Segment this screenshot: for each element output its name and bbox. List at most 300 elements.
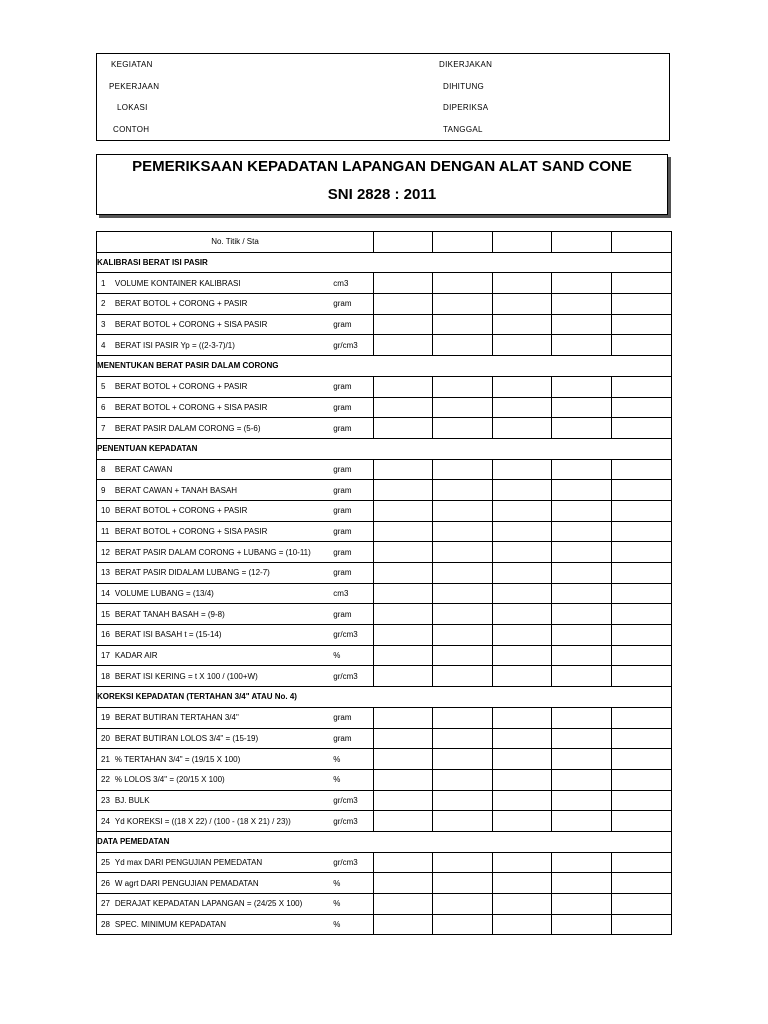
value-cell[interactable]: [433, 335, 493, 356]
value-cell[interactable]: [612, 769, 672, 790]
value-cell[interactable]: [493, 625, 552, 646]
value-cell[interactable]: [493, 418, 552, 439]
value-cell[interactable]: [374, 294, 433, 315]
value-cell[interactable]: [552, 397, 612, 418]
value-cell[interactable]: [493, 500, 552, 521]
value-cell[interactable]: [612, 397, 672, 418]
value-cell[interactable]: [493, 728, 552, 749]
station-cell[interactable]: [612, 232, 672, 253]
value-cell[interactable]: [374, 625, 433, 646]
value-cell[interactable]: [374, 852, 433, 873]
value-cell[interactable]: [552, 376, 612, 397]
table-row: [97, 500, 672, 521]
value-cell[interactable]: [493, 707, 552, 728]
value-cell[interactable]: [433, 521, 493, 542]
value-cell[interactable]: [612, 914, 672, 935]
row-label-cell: [97, 521, 374, 542]
row-unit: gr/cm3: [333, 671, 358, 681]
value-cell[interactable]: [493, 294, 552, 315]
table-row: [97, 314, 672, 335]
table-row: [97, 480, 672, 501]
value-cell[interactable]: [374, 335, 433, 356]
value-cell[interactable]: [612, 811, 672, 832]
value-cell[interactable]: [493, 459, 552, 480]
value-cell[interactable]: [493, 397, 552, 418]
value-cell[interactable]: [612, 604, 672, 625]
row-unit: cm3: [333, 589, 349, 599]
value-cell[interactable]: [433, 728, 493, 749]
label-lokasi: LOKASI: [117, 103, 148, 112]
section-title: PENENTUAN KEPADATAN: [97, 438, 672, 459]
row-description: KADAR AIR: [114, 651, 158, 661]
value-cell[interactable]: [493, 645, 552, 666]
row-description: BERAT ISI KERING = t X 100 / (100+W): [114, 671, 258, 681]
value-cell[interactable]: [612, 500, 672, 521]
value-cell[interactable]: [433, 418, 493, 439]
value-cell[interactable]: [374, 397, 433, 418]
row-number: 27: [101, 899, 110, 909]
row-label-cell: [97, 604, 374, 625]
station-cell[interactable]: [433, 232, 493, 253]
row-number: 22: [101, 775, 110, 785]
row-label-cell: [97, 500, 374, 521]
label-dikerjakan: DIKERJAKAN: [439, 60, 493, 69]
row-description: BJ. BULK: [114, 795, 150, 805]
value-cell[interactable]: [612, 480, 672, 501]
value-cell[interactable]: [493, 769, 552, 790]
row-label-cell: [97, 914, 374, 935]
row-description: VOLUME LUBANG = (13/4): [114, 589, 214, 599]
value-cell[interactable]: [493, 749, 552, 770]
row-unit: gr/cm3: [333, 816, 358, 826]
row-description: BERAT BOTOL + CORONG + PASIR: [114, 506, 248, 516]
value-cell[interactable]: [374, 376, 433, 397]
header-label-cell: No. Titik / Sta: [97, 232, 374, 253]
row-label-cell: [97, 583, 374, 604]
value-cell[interactable]: [493, 563, 552, 584]
value-cell[interactable]: [552, 749, 612, 770]
row-number: 20: [101, 733, 110, 743]
row-number: 8: [101, 464, 106, 474]
table-row: [97, 707, 672, 728]
value-cell[interactable]: [433, 480, 493, 501]
row-label-cell: [97, 480, 374, 501]
value-cell[interactable]: [374, 500, 433, 521]
value-cell[interactable]: [552, 542, 612, 563]
row-label-cell: [97, 273, 374, 294]
value-cell[interactable]: [374, 418, 433, 439]
row-number: 10: [101, 506, 110, 516]
label-diperiksa: DIPERIKSA: [443, 103, 489, 112]
table-row: [97, 749, 672, 770]
table-row: [97, 625, 672, 646]
value-cell[interactable]: [433, 459, 493, 480]
row-unit: gram: [333, 568, 352, 578]
row-number: 6: [101, 402, 106, 412]
table-row: [97, 811, 672, 832]
section-row: [97, 356, 672, 377]
value-cell[interactable]: [433, 894, 493, 915]
row-unit: %: [333, 920, 341, 930]
value-cell[interactable]: [552, 894, 612, 915]
value-cell[interactable]: [374, 314, 433, 335]
row-description: Yd KOREKSI = ((18 X 22) / (100 - (18 X 21) / 23)): [114, 816, 291, 826]
table-row: [97, 604, 672, 625]
row-unit: %: [333, 775, 341, 785]
row-label-cell: [97, 645, 374, 666]
value-cell[interactable]: [552, 790, 612, 811]
row-unit: gram: [333, 609, 352, 619]
row-number: 26: [101, 878, 110, 888]
row-number: 3: [101, 320, 106, 330]
value-cell[interactable]: [552, 707, 612, 728]
row-number: 18: [101, 671, 110, 681]
value-cell[interactable]: [552, 769, 612, 790]
row-number: 13: [101, 568, 110, 578]
row-unit: gram: [333, 526, 352, 536]
value-cell[interactable]: [552, 273, 612, 294]
table-row: [97, 563, 672, 584]
value-cell[interactable]: [552, 294, 612, 315]
table-row: [97, 583, 672, 604]
row-description: Yd max DARI PENGUJIAN PEMEDATAN: [114, 857, 263, 867]
value-cell[interactable]: [433, 583, 493, 604]
section-row: [97, 438, 672, 459]
value-cell[interactable]: [552, 480, 612, 501]
row-number: 24: [101, 816, 110, 826]
value-cell[interactable]: [433, 769, 493, 790]
value-cell[interactable]: [374, 811, 433, 832]
row-number: 23: [101, 795, 110, 805]
row-unit: %: [333, 754, 341, 764]
row-description: BERAT BOTOL + CORONG + SISA PASIR: [114, 320, 268, 330]
label-contoh: CONTOH: [113, 125, 150, 134]
value-cell[interactable]: [552, 314, 612, 335]
value-cell[interactable]: [612, 666, 672, 687]
value-cell[interactable]: [552, 500, 612, 521]
value-cell[interactable]: [493, 480, 552, 501]
row-unit: gram: [333, 485, 352, 495]
value-cell[interactable]: [374, 728, 433, 749]
row-number: 5: [101, 382, 106, 392]
row-description: BERAT PASIR DALAM CORONG + LUBANG = (10-11): [114, 547, 311, 557]
value-cell[interactable]: [433, 852, 493, 873]
value-cell[interactable]: [433, 500, 493, 521]
label-tanggal: TANGGAL: [443, 125, 483, 134]
header-info-box: [96, 53, 670, 141]
row-label-cell: [97, 790, 374, 811]
label-pekerjaan: PEKERJAAN: [109, 82, 160, 91]
value-cell[interactable]: [493, 790, 552, 811]
row-description: BERAT ISI BASAH t = (15-14): [114, 630, 222, 640]
value-cell[interactable]: [374, 542, 433, 563]
table-row: [97, 376, 672, 397]
value-cell[interactable]: [374, 459, 433, 480]
row-label-cell: [97, 728, 374, 749]
value-cell[interactable]: [612, 790, 672, 811]
value-cell[interactable]: [374, 480, 433, 501]
value-cell[interactable]: [433, 542, 493, 563]
row-description: BERAT CAWAN + TANAH BASAH: [114, 485, 238, 495]
value-cell[interactable]: [433, 604, 493, 625]
value-cell[interactable]: [493, 873, 552, 894]
document-title: PEMERIKSAAN KEPADATAN LAPANGAN DENGAN ALAT SAND CONE: [132, 158, 632, 175]
station-cell[interactable]: [493, 232, 552, 253]
value-cell[interactable]: [612, 563, 672, 584]
value-cell[interactable]: [433, 314, 493, 335]
value-cell[interactable]: [493, 894, 552, 915]
value-cell[interactable]: [612, 314, 672, 335]
value-cell[interactable]: [493, 852, 552, 873]
row-unit: gr/cm3: [333, 340, 358, 350]
value-cell[interactable]: [552, 728, 612, 749]
value-cell[interactable]: [433, 790, 493, 811]
row-label-cell: [97, 294, 374, 315]
value-cell[interactable]: [612, 459, 672, 480]
table-row: [97, 521, 672, 542]
value-cell[interactable]: [433, 397, 493, 418]
value-cell[interactable]: [612, 852, 672, 873]
value-cell[interactable]: [552, 335, 612, 356]
row-label-cell: [97, 873, 374, 894]
row-description: BERAT BOTOL + CORONG + SISA PASIR: [114, 526, 268, 536]
row-number: 28: [101, 920, 110, 930]
row-unit: gram: [333, 382, 352, 392]
value-cell[interactable]: [552, 604, 612, 625]
value-cell[interactable]: [493, 914, 552, 935]
row-description: SPEC. MINIMUM KEPADATAN: [114, 920, 227, 930]
table-header-row: [97, 232, 672, 253]
value-cell[interactable]: [612, 542, 672, 563]
row-number: 4: [101, 340, 106, 350]
value-cell[interactable]: [612, 894, 672, 915]
value-cell[interactable]: [612, 728, 672, 749]
row-unit: gram: [333, 506, 352, 516]
row-unit: gram: [333, 423, 352, 433]
value-cell[interactable]: [612, 645, 672, 666]
row-label-cell: [97, 811, 374, 832]
station-cell[interactable]: [552, 232, 612, 253]
value-cell[interactable]: [612, 749, 672, 770]
value-cell[interactable]: [612, 273, 672, 294]
value-cell[interactable]: [374, 666, 433, 687]
value-cell[interactable]: [493, 666, 552, 687]
value-cell[interactable]: [612, 521, 672, 542]
table-row: [97, 645, 672, 666]
row-description: % TERTAHAN 3/4" = (19/15 X 100): [114, 754, 241, 764]
row-number: 17: [101, 651, 110, 661]
value-cell[interactable]: [552, 645, 612, 666]
value-cell[interactable]: [552, 418, 612, 439]
document-standard: SNI 2828 : 2011: [327, 186, 437, 203]
value-cell[interactable]: [552, 521, 612, 542]
value-cell[interactable]: [612, 294, 672, 315]
row-number: 7: [101, 423, 106, 433]
value-cell[interactable]: [433, 873, 493, 894]
title-box: [96, 154, 668, 215]
row-description: BERAT PASIR DIDALAM LUBANG = (12-7): [114, 568, 270, 578]
row-number: 16: [101, 630, 110, 640]
value-cell[interactable]: [433, 707, 493, 728]
row-number: 21: [101, 754, 110, 764]
value-cell[interactable]: [552, 666, 612, 687]
row-label-cell: [97, 376, 374, 397]
value-cell[interactable]: [374, 873, 433, 894]
row-unit: gram: [333, 713, 352, 723]
row-number: 19: [101, 713, 110, 723]
row-description: BERAT BUTIRAN LOLOS 3/4" = (15-19): [114, 733, 259, 743]
row-description: W agrt DARI PENGUJIAN PEMADATAN: [114, 878, 259, 888]
table-row: [97, 418, 672, 439]
row-description: BERAT CAWAN: [114, 464, 173, 474]
table-row: [97, 335, 672, 356]
value-cell[interactable]: [374, 563, 433, 584]
test-data-table: [96, 231, 672, 935]
row-description: BERAT BOTOL + CORONG + PASIR: [114, 382, 248, 392]
table-row: [97, 728, 672, 749]
value-cell[interactable]: [493, 583, 552, 604]
row-unit: gram: [333, 320, 352, 330]
table-row: [97, 852, 672, 873]
value-cell[interactable]: [374, 769, 433, 790]
row-unit: gram: [333, 464, 352, 474]
value-cell[interactable]: [433, 645, 493, 666]
row-label-cell: [97, 563, 374, 584]
label-dihitung: DIHITUNG: [443, 82, 485, 91]
table-row: [97, 459, 672, 480]
table-body: [97, 232, 672, 935]
row-description: BERAT TANAH BASAH = (9-8): [114, 609, 225, 619]
value-cell[interactable]: [612, 707, 672, 728]
value-cell[interactable]: [552, 914, 612, 935]
section-title: KALIBRASI BERAT ISI PASIR: [97, 252, 672, 273]
value-cell[interactable]: [374, 894, 433, 915]
value-cell[interactable]: [552, 583, 612, 604]
row-label-cell: [97, 749, 374, 770]
value-cell[interactable]: [433, 666, 493, 687]
value-cell[interactable]: [374, 273, 433, 294]
row-label-cell: [97, 707, 374, 728]
value-cell[interactable]: [493, 811, 552, 832]
value-cell[interactable]: [612, 376, 672, 397]
value-cell[interactable]: [433, 625, 493, 646]
value-cell[interactable]: [374, 749, 433, 770]
value-cell[interactable]: [433, 376, 493, 397]
table-row: [97, 666, 672, 687]
row-number: 1: [101, 278, 106, 288]
station-cell[interactable]: [374, 232, 433, 253]
row-unit: gram: [333, 547, 352, 557]
row-label-cell: [97, 769, 374, 790]
value-cell[interactable]: [552, 873, 612, 894]
row-number: 9: [101, 485, 106, 495]
value-cell[interactable]: [612, 418, 672, 439]
value-cell[interactable]: [374, 645, 433, 666]
value-cell[interactable]: [374, 790, 433, 811]
table-row: [97, 294, 672, 315]
row-description: VOLUME KONTAINER KALIBRASI: [114, 278, 241, 288]
row-label-cell: [97, 852, 374, 873]
value-cell[interactable]: [552, 563, 612, 584]
section-title: MENENTUKAN BERAT PASIR DALAM CORONG: [97, 356, 672, 377]
value-cell[interactable]: [493, 314, 552, 335]
row-description: BERAT BUTIRAN TERTAHAN 3/4": [114, 713, 239, 723]
row-description: DERAJAT KEPADATAN LAPANGAN = (24/25 X 100): [114, 899, 303, 909]
row-unit: gr/cm3: [333, 857, 358, 867]
row-unit: %: [333, 651, 341, 661]
table-row: [97, 397, 672, 418]
value-cell[interactable]: [374, 914, 433, 935]
row-label-cell: [97, 542, 374, 563]
section-row: [97, 252, 672, 273]
value-cell[interactable]: [612, 625, 672, 646]
row-number: 2: [101, 299, 106, 309]
row-unit: gram: [333, 402, 352, 412]
table-row: [97, 790, 672, 811]
row-label-cell: [97, 314, 374, 335]
table-row: [97, 542, 672, 563]
value-cell[interactable]: [493, 273, 552, 294]
row-unit: gram: [333, 733, 352, 743]
table-row: [97, 894, 672, 915]
value-cell[interactable]: [374, 604, 433, 625]
row-description: % LOLOS 3/4" = (20/15 X 100): [114, 775, 225, 785]
value-cell[interactable]: [433, 273, 493, 294]
value-cell[interactable]: [493, 376, 552, 397]
value-cell[interactable]: [374, 583, 433, 604]
row-number: 11: [101, 526, 110, 536]
row-number: 15: [101, 609, 110, 619]
row-description: BERAT PASIR DALAM CORONG = (5-6): [114, 423, 261, 433]
row-number: 12: [101, 547, 110, 557]
value-cell[interactable]: [433, 811, 493, 832]
row-unit: %: [333, 899, 341, 909]
value-cell[interactable]: [493, 604, 552, 625]
table-row: [97, 914, 672, 935]
row-unit: %: [333, 878, 341, 888]
value-cell[interactable]: [433, 914, 493, 935]
row-number: 25: [101, 857, 110, 867]
row-description: BERAT BOTOL + CORONG + SISA PASIR: [114, 402, 268, 412]
row-label-cell: [97, 625, 374, 646]
value-cell[interactable]: [493, 335, 552, 356]
value-cell[interactable]: [374, 521, 433, 542]
row-number: 14: [101, 589, 110, 599]
value-cell[interactable]: [552, 811, 612, 832]
value-cell[interactable]: [552, 625, 612, 646]
row-description: BERAT BOTOL + CORONG + PASIR: [114, 299, 248, 309]
value-cell[interactable]: [493, 521, 552, 542]
label-kegiatan: KEGIATAN: [111, 60, 153, 69]
value-cell[interactable]: [552, 459, 612, 480]
value-cell[interactable]: [612, 873, 672, 894]
table-row: [97, 873, 672, 894]
section-title: KOREKSI KEPADATAN (TERTAHAN 3/4" ATAU No. 4): [97, 687, 672, 708]
value-cell[interactable]: [612, 583, 672, 604]
value-cell[interactable]: [433, 294, 493, 315]
row-unit: gr/cm3: [333, 630, 358, 640]
row-label-cell: [97, 335, 374, 356]
value-cell[interactable]: [493, 542, 552, 563]
value-cell[interactable]: [552, 852, 612, 873]
section-title: DATA PEMEDATAN: [97, 831, 672, 852]
row-label-cell: [97, 666, 374, 687]
value-cell[interactable]: [612, 335, 672, 356]
row-label-cell: [97, 894, 374, 915]
value-cell[interactable]: [433, 749, 493, 770]
value-cell[interactable]: [433, 563, 493, 584]
value-cell[interactable]: [374, 707, 433, 728]
